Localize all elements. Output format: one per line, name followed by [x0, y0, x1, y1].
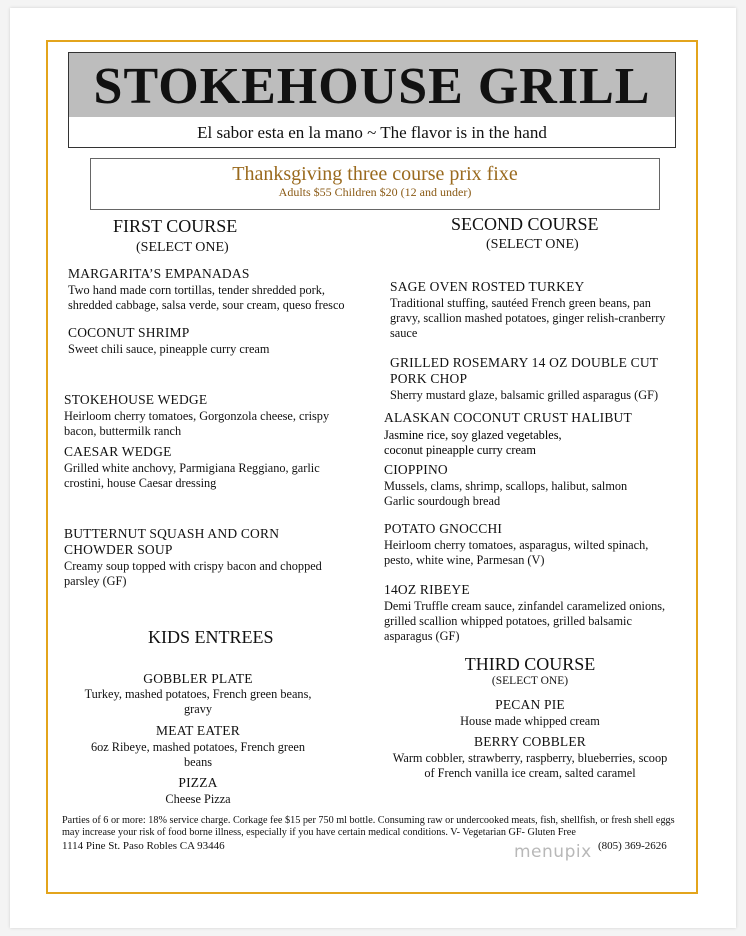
menu-item-desc: Creamy soup topped with crispy bacon and chopped — [64, 559, 322, 573]
menu-item-name: PORK CHOP — [390, 371, 468, 386]
menu-item-desc: House made whipped cream — [460, 714, 600, 728]
menu-item-name: BERRY COBBLER — [474, 734, 586, 749]
menu-item-desc: grilled scallion whipped potatoes, grilled balsamic — [384, 614, 632, 628]
menu-item-name: SAGE OVEN ROSTED TURKEY — [390, 279, 585, 294]
menu-item-desc: Two hand made corn tortillas, tender shredded pork, — [68, 283, 325, 297]
menu-item-name: CIOPPINO — [384, 462, 448, 477]
prix-fixe-pricing: Adults $55 Children $20 (12 and under) — [278, 185, 472, 199]
footer-address: 1114 Pine St. Paso Robles CA 93446 — [62, 840, 225, 852]
menu-item-desc: Heirloom cherry tomatoes, Gorgonzola cheese, crispy — [64, 409, 330, 423]
menu-item-name: CHOWDER SOUP — [64, 542, 173, 557]
first-course-select: (SELECT ONE) — [136, 240, 229, 255]
menu-item-desc: Cheese Pizza — [165, 792, 231, 806]
menu-item-desc: gravy, scallion mashed potatoes, ginger relish-cranberry — [390, 311, 666, 325]
header-box — [68, 52, 676, 148]
footer-notice-line1: Parties of 6 or more: 18% service charge. Corkage fee $15 per 750 ml bottle. Consuming raw or undercooked meats, fish, shellfish, or fresh shell eggs — [62, 815, 675, 826]
footer-notice-line2: may increase your risk of food borne illness, especially if you have certain medical conditions. V- Vegetarian GF- Gluten Free — [62, 827, 576, 838]
menu-item-name: ALASKAN COCONUT CRUST HALIBUT — [384, 410, 632, 425]
menu-item-name: PECAN PIE — [495, 697, 565, 712]
menu-item-desc: Demi Truffle cream sauce, zinfandel caramelized onions, — [384, 599, 666, 613]
restaurant-name: STOKEHOUSE GRILL — [93, 58, 651, 115]
kids-heading: KIDS ENTREES — [148, 627, 274, 647]
menu-item-desc: Mussels, clams, shrimp, scallops, halibut, salmon — [384, 479, 628, 493]
menu-item-desc: Sweet chili sauce, pineapple curry cream — [68, 342, 270, 356]
restaurant-tagline: El sabor esta en la mano ~ The flavor is in the hand — [197, 123, 547, 142]
menu-item-name: GRILLED ROSEMARY 14 OZ DOUBLE CUT — [390, 355, 659, 370]
first-course-heading: FIRST COURSE — [113, 216, 238, 236]
menu-item-desc: shredded cabbage, salsa verde, sour cream, queso fresco — [68, 298, 345, 312]
menu-item-desc: beans — [184, 755, 212, 769]
menu-item-desc: sauce — [390, 326, 418, 340]
menu-item-name: PIZZA — [178, 775, 218, 790]
menu-item-desc: asparagus (GF) — [384, 629, 460, 643]
prix-fixe-box — [90, 158, 660, 210]
menu-item-desc: Turkey, mashed potatoes, French green beans, — [84, 687, 312, 701]
second-course-heading: SECOND COURSE — [451, 214, 599, 234]
menu-item-desc: Grilled white anchovy, Parmigiana Reggiano, garlic — [64, 461, 320, 475]
menu-item-desc: pesto, white wine, Parmesan (V) — [384, 553, 545, 567]
menu-item-desc: 6oz Ribeye, mashed potatoes, French green — [90, 740, 306, 754]
menu-item-name: BUTTERNUT SQUASH AND CORN — [64, 526, 280, 541]
menu-item-desc: Jasmine rice, soy glazed vegetables, — [384, 428, 562, 442]
menu-item-desc: of French vanilla ice cream, salted caramel — [424, 766, 636, 780]
menu-item-name: MEAT EATER — [156, 723, 240, 738]
menu-item-name: CAESAR WEDGE — [64, 444, 172, 459]
menu-item-name: 14OZ RIBEYE — [384, 582, 470, 597]
menu-item-name: STOKEHOUSE WEDGE — [64, 392, 208, 407]
menu-item-desc: bacon, buttermilk ranch — [64, 424, 182, 438]
menu-item-desc: crostini, house Caesar dressing — [64, 476, 217, 490]
footer-phone: (805) 369-2626 — [598, 840, 667, 852]
menu-item-name: MARGARITA’S EMPANADAS — [68, 266, 250, 281]
menu-item-desc: Garlic sourdough bread — [384, 494, 501, 508]
menu-item-desc: gravy — [184, 702, 212, 716]
menu-item-desc: Traditional stuffing, sautéed French green beans, pan — [390, 296, 651, 310]
menu-item-name: GOBBLER PLATE — [143, 671, 253, 686]
menu-item-desc: parsley (GF) — [64, 574, 127, 588]
menu-item-desc: Heirloom cherry tomatoes, asparagus, wilted spinach, — [384, 538, 649, 552]
second-course-select: (SELECT ONE) — [486, 237, 579, 252]
menu-item-desc: Warm cobbler, strawberry, raspberry, blueberries, scoop — [392, 751, 668, 765]
menu-item-desc: coconut pineapple curry cream — [384, 443, 536, 457]
menu-item-name: POTATO GNOCCHI — [384, 521, 503, 536]
menu-item-name: COCONUT SHRIMP — [68, 325, 190, 340]
third-course-select: (SELECT ONE) — [491, 675, 569, 687]
prix-fixe-title: Thanksgiving three course prix fixe — [232, 163, 518, 185]
third-course-heading: THIRD COURSE — [464, 654, 596, 674]
menupix-watermark: menupix — [514, 842, 592, 862]
menu-item-desc: Sherry mustard glaze, balsamic grilled asparagus (GF) — [390, 388, 659, 402]
